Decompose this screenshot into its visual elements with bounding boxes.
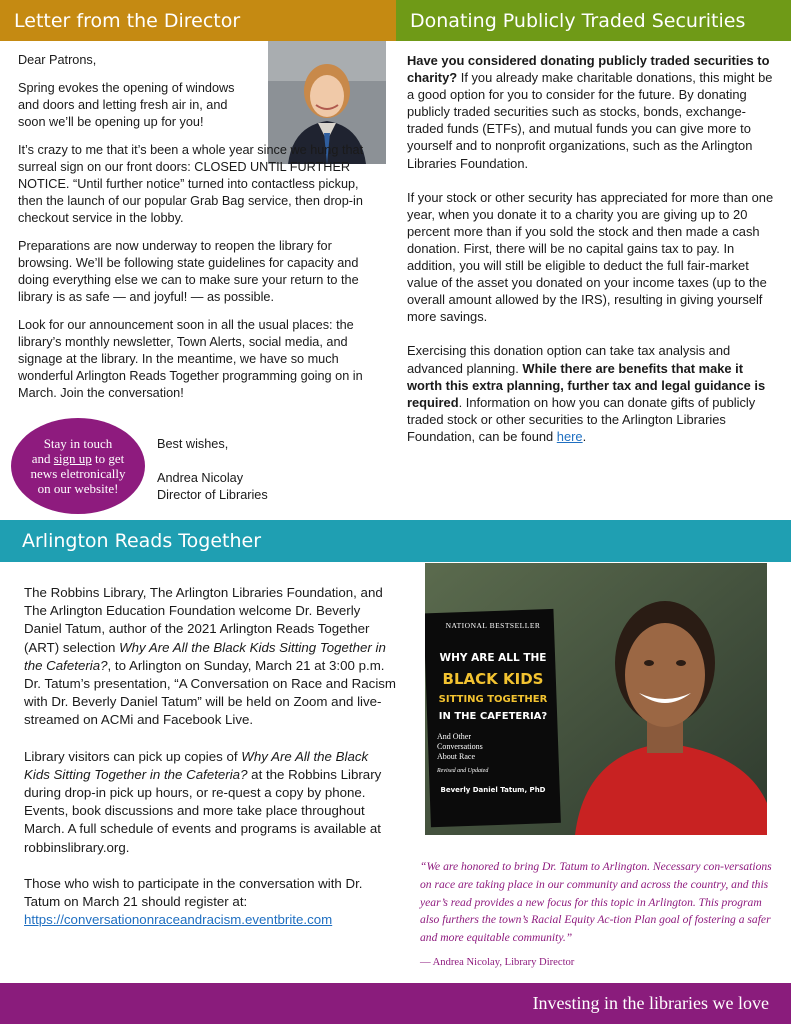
- letter-paragraph-1: Spring evokes the opening of windows and doors and letting fresh air in, and soon we’ll be opening up for you!: [18, 81, 235, 129]
- badge-line-4: on our website!: [37, 481, 119, 496]
- securities-article: [407, 52, 775, 462]
- securities-paragraph-2: If your stock or other security has appreciated for more than one year, when you donate it to a charity you are giving up to 20 percent more than if you sold the stock and then made a cash donation. First, there will be no capital gains tax to pay. In addition, you will still be eligible to deduct the full fair-market value of the asset you donated on your income taxes (up to the overall amount allowed by the IRS), resulting in giving yourself more savings.: [407, 189, 774, 325]
- eventbrite-link[interactable]: https://conversationonraceandracism.eventbrite.com: [24, 912, 333, 928]
- sign-up-link[interactable]: sign up: [53, 451, 92, 466]
- reads-article: [24, 584, 396, 929]
- page-footer: [0, 983, 791, 1024]
- book-subtitle: And Other Conversations About Race Revised and Updated: [437, 732, 489, 774]
- reads-paragraph-3: Those who wish to participate in the conversation with Dr. Tatum on March 21 should register at: https://conversationonraceandracism.eventbrite.com: [24, 875, 363, 928]
- reads-paragraph-2: Library visitors can pick up copies of Why Are All the Black Kids Sitting Together in the Cafeteria? at the Robbins Library during drop-in pick up hours, or re-quest a copy by phone. Events, book discussions and more take place throughout March. A full schedule of events and programs is available at robbinslibrary.org.: [24, 748, 382, 855]
- footer-tagline: Investing in the libraries we love: [532, 993, 769, 1013]
- book-cover-text: [429, 613, 557, 823]
- book-title-4: IN THE CAFETERIA?: [438, 711, 548, 722]
- reads-header-title: Arlington Reads Together: [22, 530, 262, 552]
- letter-salutation: Dear Patrons,: [18, 53, 97, 67]
- securities-header-title: Donating Publicly Traded Securities: [410, 9, 746, 32]
- book-title-1: WHY ARE ALL THE: [439, 652, 547, 664]
- reads-section-header: [0, 520, 791, 562]
- tatum-book-photo: [425, 563, 767, 835]
- securities-paragraph-3: Exercising this donation option can take tax analysis and advanced planning. While there are benefits that make it worth this extra planning, further tax and legal guidance is required. Information on how you can donate gifts of publicly traded stock or other securities to the Arlington Libraries Foundation, can be found here.: [407, 343, 766, 444]
- quote-attribution: — Andrea Nicolay, Library Director: [420, 957, 575, 968]
- signature-title: Director of Libraries: [157, 488, 268, 502]
- letter-closing: Best wishes,: [157, 437, 229, 451]
- signature-name: Andrea Nicolay: [157, 471, 244, 485]
- director-header-title: Letter from the Director: [14, 9, 241, 32]
- book-author: Beverly Daniel Tatum, PhD: [440, 786, 546, 794]
- director-section-header: [0, 0, 396, 41]
- securities-section-header: [396, 0, 791, 41]
- letter-paragraph-4: Look for our announcement soon in all the usual places: the library’s monthly newsletter, Town Alerts, social media, and signage at the library. In the meantime, we have so much wonderful Arlington Reads Together programming going on in March. Join the conversation!: [18, 318, 363, 400]
- reads-paragraph-1: The Robbins Library, The Arlington Libraries Foundation, and The Arlington Education Foundation welcome Dr. Beverly Daniel Tatum, author of the 2021 Arlington Reads Together (ART) selection Why Are All the Black Kids Sitting Together in the Cafeteria?, to Arlington on Sunday, March 21 at 3:00 p.m. Dr. Tatum’s presentation, “A Conversation on Race and Racism with Dr. Beverly Daniel Tatum” will be held on Zoom and live-streamed on ACMi and Facebook Live.: [24, 585, 397, 728]
- letter-paragraph-3: Preparations are now underway to reopen the library for browsing. We’ll be following state guidelines for capacity and doing everything else we can to make sure your return to the library is as safe — and joyful! — as possible.: [18, 239, 359, 304]
- newsletter-signup-badge: [11, 418, 145, 514]
- securities-paragraph-1: Have you considered donating publicly traded securities to charity? If you already make charitable donations, this might be a good option for you to consider for the future. By donating publicly traded securities such as stocks, bonds, exchange-traded funds (ETFs), and mutual funds you can give more to yourself and to nonprofit organizations, such as the Arlington Libraries Foundation.: [407, 53, 773, 171]
- director-quote: “We are honored to bring Dr. Tatum to Arlington. Necessary con-versations on race are taking place in our community and across the country, and this year’s read provides a new focus for this topic in Arlington. This program also furthers the town’s Racial Equity Ac-tion Plan goal of fostering a safer and more equitable community.”: [420, 860, 772, 945]
- director-letter: [18, 52, 384, 413]
- book-top-line: NATIONAL BESTSELLER: [445, 621, 541, 630]
- badge-line-1: Stay in touch: [43, 436, 113, 451]
- here-link[interactable]: here: [556, 428, 583, 444]
- badge-line-3: news eletronically: [30, 466, 126, 481]
- book-title-3: SITTING TOGETHER: [438, 694, 548, 705]
- badge-line-2: and sign up to get: [31, 451, 125, 466]
- letter-signoff: [157, 436, 268, 504]
- book-title-2: BLACK KIDS: [442, 670, 544, 688]
- letter-paragraph-2: It’s crazy to me that it’s been a whole year since we hung that surreal sign on our front doors: CLOSED UNTIL FURTHER NOTICE. “Until further notice” turned into contactless pickup, then the launch of our popular Grab Bag service, then drop-in checkout service in the lobby.: [18, 143, 364, 225]
